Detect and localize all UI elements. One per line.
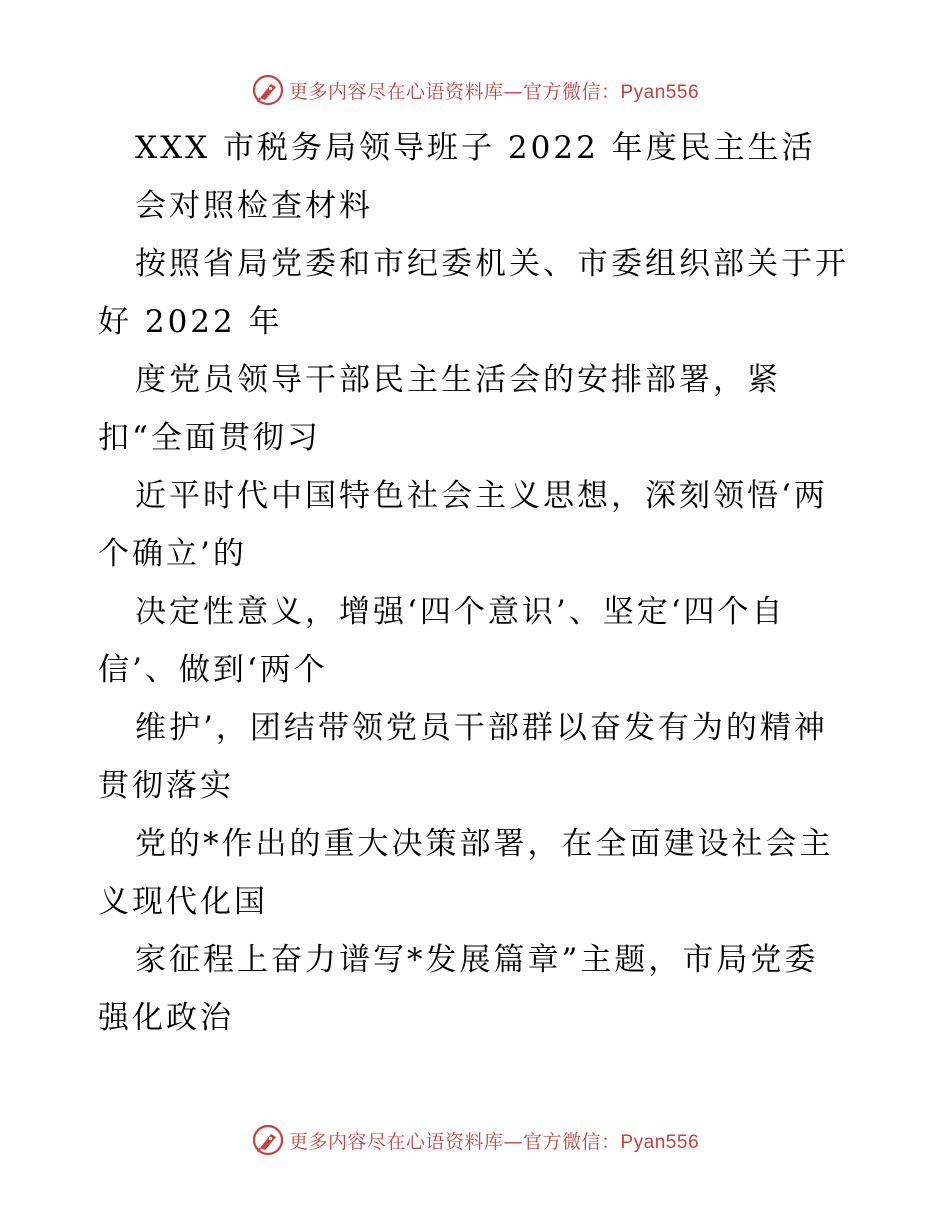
document-title-line: XXX 市税务局领导班子 2022 年度民主生活 — [135, 130, 816, 166]
pen-nib-icon — [251, 1123, 285, 1157]
footer-watermark — [0, 1120, 950, 1160]
paragraph-line: 强化政治 — [98, 1000, 234, 1036]
paragraph-line: 扣“全面贯彻习 — [98, 420, 321, 456]
watermark-group — [251, 73, 699, 107]
pen-nib-icon — [251, 73, 285, 107]
paragraph-line: 好 2022 年 — [98, 304, 283, 340]
watermark-text: 更多内容尽在心语资料库—官方微信： — [288, 1130, 621, 1153]
paragraph-line: 贯彻落实 — [98, 768, 234, 804]
paragraph-line: 度党员领导干部民主生活会的安排部署，紧 — [135, 362, 781, 398]
paragraph-line: 决定性意义，增强‘四个意识’、坚定‘四个自 — [135, 594, 786, 630]
paragraph-line: 家征程上奋力谱写*发展篇章”主题，市局党委 — [135, 942, 819, 978]
watermark-account: Pyan556 — [620, 81, 700, 103]
header-watermark — [0, 70, 950, 110]
watermark-group — [251, 1123, 699, 1157]
watermark-account: Pyan556 — [620, 1131, 700, 1153]
paragraph-line: 党的*作出的重大决策部署，在全面建设社会主 — [135, 826, 834, 862]
paragraph-line: 义现代化国 — [98, 884, 268, 920]
paragraph-line: 个确立’的 — [98, 536, 247, 572]
paragraph-line: 信’、做到‘两个 — [98, 652, 328, 688]
watermark-text: 更多内容尽在心语资料库—官方微信： — [288, 80, 621, 103]
document-title-line: 会对照检查材料 — [135, 188, 373, 224]
paragraph-line: 维护’，团结带领党员干部群以奋发有为的精神 — [135, 710, 828, 746]
paragraph-line: 近平时代中国特色社会主义思想，深刻领悟‘两 — [135, 478, 828, 514]
paragraph-line: 按照省局党委和市纪委机关、市委组织部关于开 — [135, 246, 849, 282]
